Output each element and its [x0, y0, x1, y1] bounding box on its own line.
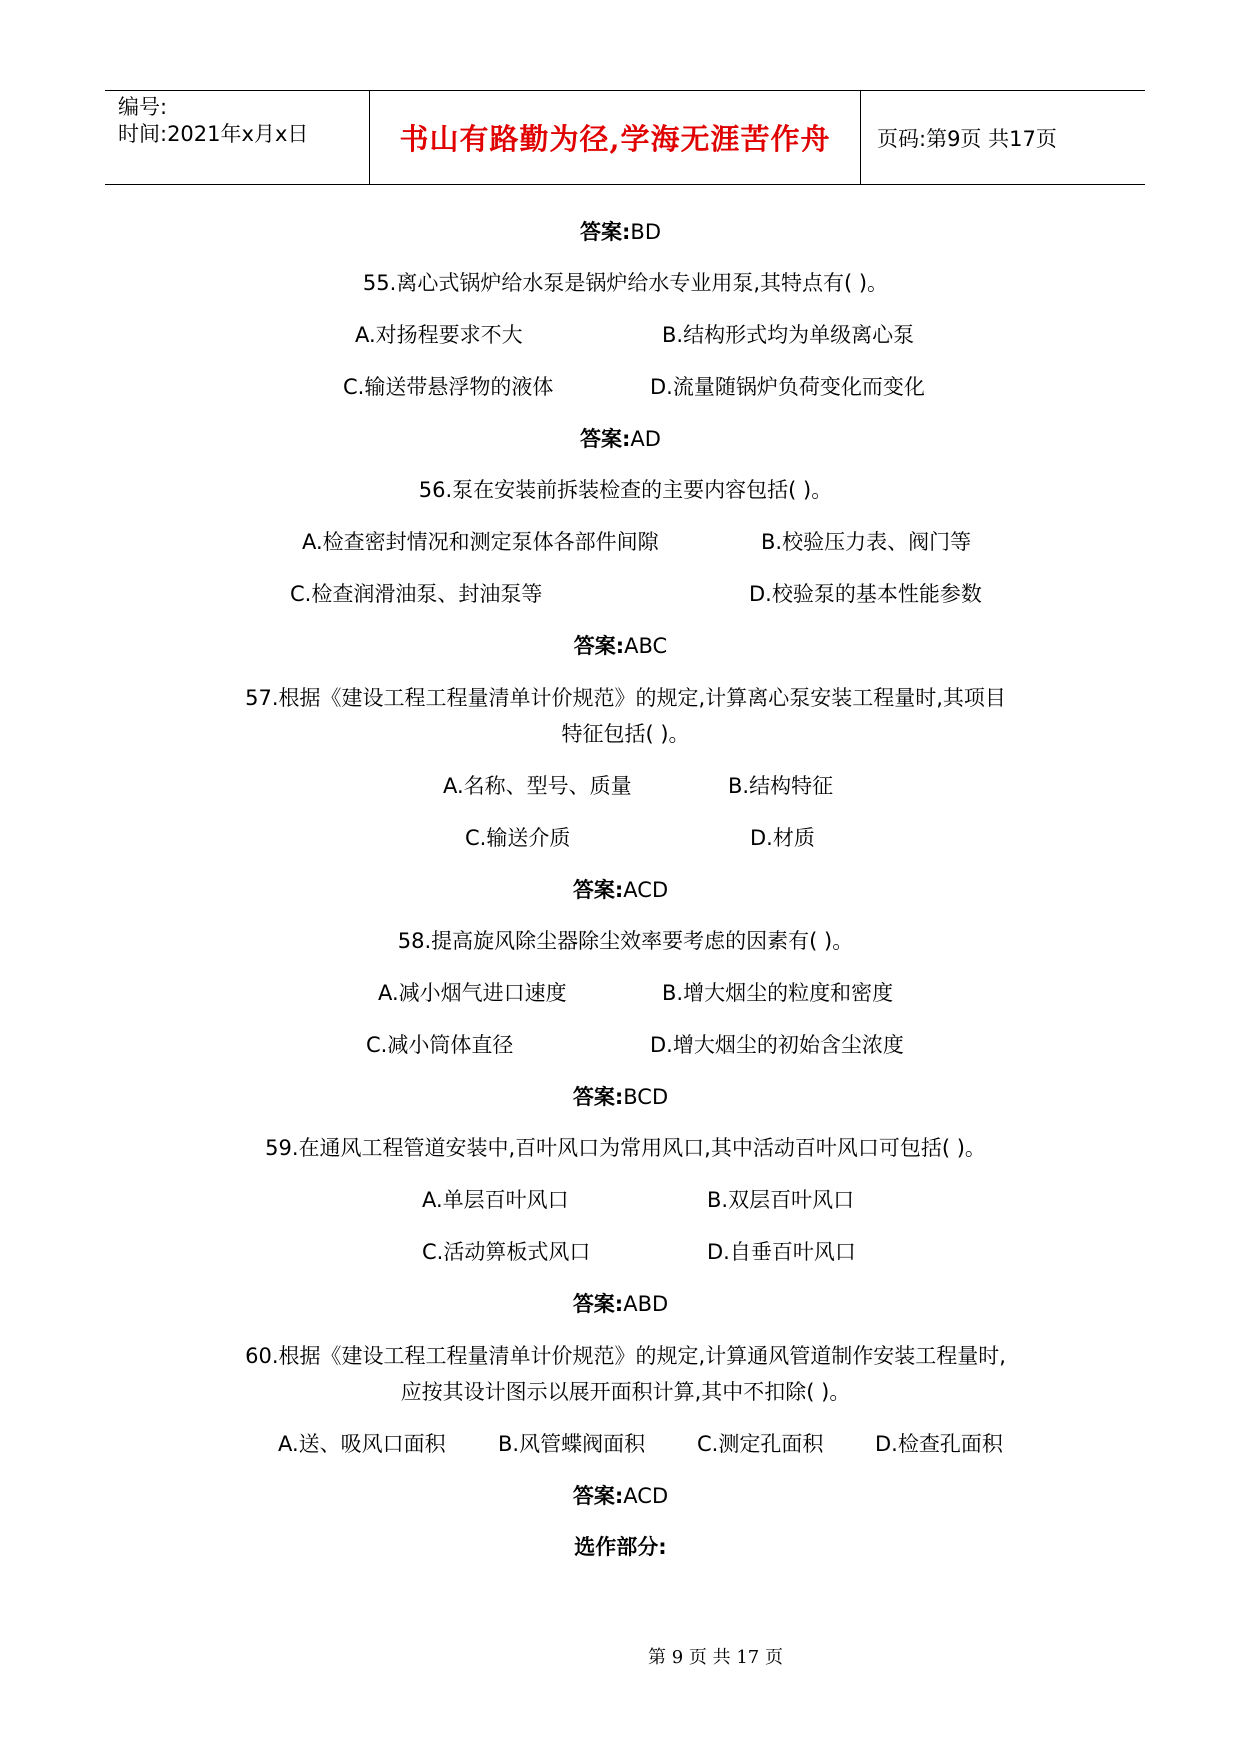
- question-58-option-c: C.减小筒体直径: [366, 1033, 514, 1057]
- answer-value: ACD: [623, 878, 669, 902]
- answer-value: BCD: [623, 1085, 669, 1109]
- question-55-option-c: C.输送带悬浮物的液体: [343, 375, 554, 399]
- answer-value: ACD: [623, 1484, 669, 1508]
- answer-56: 答案:ABC: [573, 634, 668, 658]
- question-56-stem: 56.泵在安装前拆装检查的主要内容包括( )。: [418, 478, 833, 502]
- question-56-option-c: C.检查润滑油泵、封油泵等: [290, 582, 543, 606]
- header-page-info: 页码:第9页 共17页: [877, 126, 1057, 151]
- question-58-option-a: A.减小烟气进口速度: [378, 981, 567, 1005]
- header-page-cell: [862, 91, 1145, 184]
- header-motto-cell: [370, 91, 861, 184]
- document-number-label: 编号:: [118, 95, 168, 119]
- answer-60: 答案:ACD: [572, 1484, 669, 1508]
- document-header: [105, 90, 1145, 185]
- question-57-option-a: A.名称、型号、质量: [443, 774, 632, 798]
- question-59-option-c: C.活动箅板式风口: [422, 1240, 591, 1264]
- header-meta-cell: [105, 91, 370, 184]
- question-55-stem: 55.离心式锅炉给水泵是锅炉给水专业用泵,其特点有( )。: [362, 271, 889, 295]
- answer-58: 答案:BCD: [572, 1085, 669, 1109]
- answer-57: 答案:ACD: [572, 878, 669, 902]
- question-57-option-b: B.结构特征: [728, 774, 834, 798]
- question-55-option-d: D.流量随锅炉负荷变化而变化: [650, 375, 925, 399]
- answer-value: ABD: [623, 1292, 669, 1316]
- question-60-option-c: C.测定孔面积: [697, 1432, 824, 1456]
- question-56-option-b: B.校验压力表、阀门等: [761, 530, 972, 554]
- answer-55: 答案:AD: [580, 427, 661, 451]
- question-59-option-b: B.双层百叶风口: [707, 1188, 855, 1212]
- page-footer: 第 9 页 共 17 页: [648, 1647, 783, 1668]
- question-58-stem: 58.提高旋风除尘器除尘效率要考虑的因素有( )。: [397, 929, 854, 953]
- question-60-stem-line1: 60.根据《建设工程工程量清单计价规范》的规定,计算通风管道制作安装工程量时,: [245, 1344, 1006, 1368]
- answer-value: BD: [630, 220, 661, 244]
- question-57-option-c: C.输送介质: [465, 826, 571, 850]
- question-59-stem: 59.在通风工程管道安装中,百叶风口为常用风口,其中活动百叶风口可包括( )。: [265, 1136, 986, 1160]
- question-57-stem-line2: 特征包括( )。: [561, 722, 690, 746]
- question-59-option-a: A.单层百叶风口: [422, 1188, 569, 1212]
- answer-59: 答案:ABD: [572, 1292, 669, 1316]
- question-57-option-d: D.材质: [750, 826, 815, 850]
- section-title: 选作部分:: [574, 1535, 667, 1559]
- question-55-option-b: B.结构形式均为单级离心泵: [662, 323, 915, 347]
- question-60-option-b: B.风管蝶阀面积: [498, 1432, 646, 1456]
- answer-54: 答案:BD: [580, 220, 661, 244]
- question-59-option-d: D.自垂百叶风口: [707, 1240, 856, 1264]
- question-56-option-a: A.检查密封情况和测定泵体各部件间隙: [302, 530, 659, 554]
- question-56-option-d: D.校验泵的基本性能参数: [749, 582, 982, 606]
- question-55-option-a: A.对扬程要求不大: [355, 323, 523, 347]
- question-58-option-d: D.增大烟尘的初始含尘浓度: [650, 1033, 904, 1057]
- question-60-option-a: A.送、吸风口面积: [278, 1432, 446, 1456]
- document-time-label: 时间:2021年x月x日: [118, 122, 309, 146]
- question-57-stem-line1: 57.根据《建设工程工程量清单计价规范》的规定,计算离心泵安装工程量时,其项目: [245, 686, 1006, 710]
- question-58-option-b: B.增大烟尘的粒度和密度: [662, 981, 894, 1005]
- answer-value: AD: [630, 427, 661, 451]
- question-60-stem-line2: 应按其设计图示以展开面积计算,其中不扣除( )。: [400, 1380, 851, 1404]
- answer-value: ABC: [624, 634, 668, 658]
- header-motto: 书山有路勤为径,学海无涯苦作舟: [399, 122, 831, 156]
- question-60-option-d: D.检查孔面积: [875, 1432, 1003, 1456]
